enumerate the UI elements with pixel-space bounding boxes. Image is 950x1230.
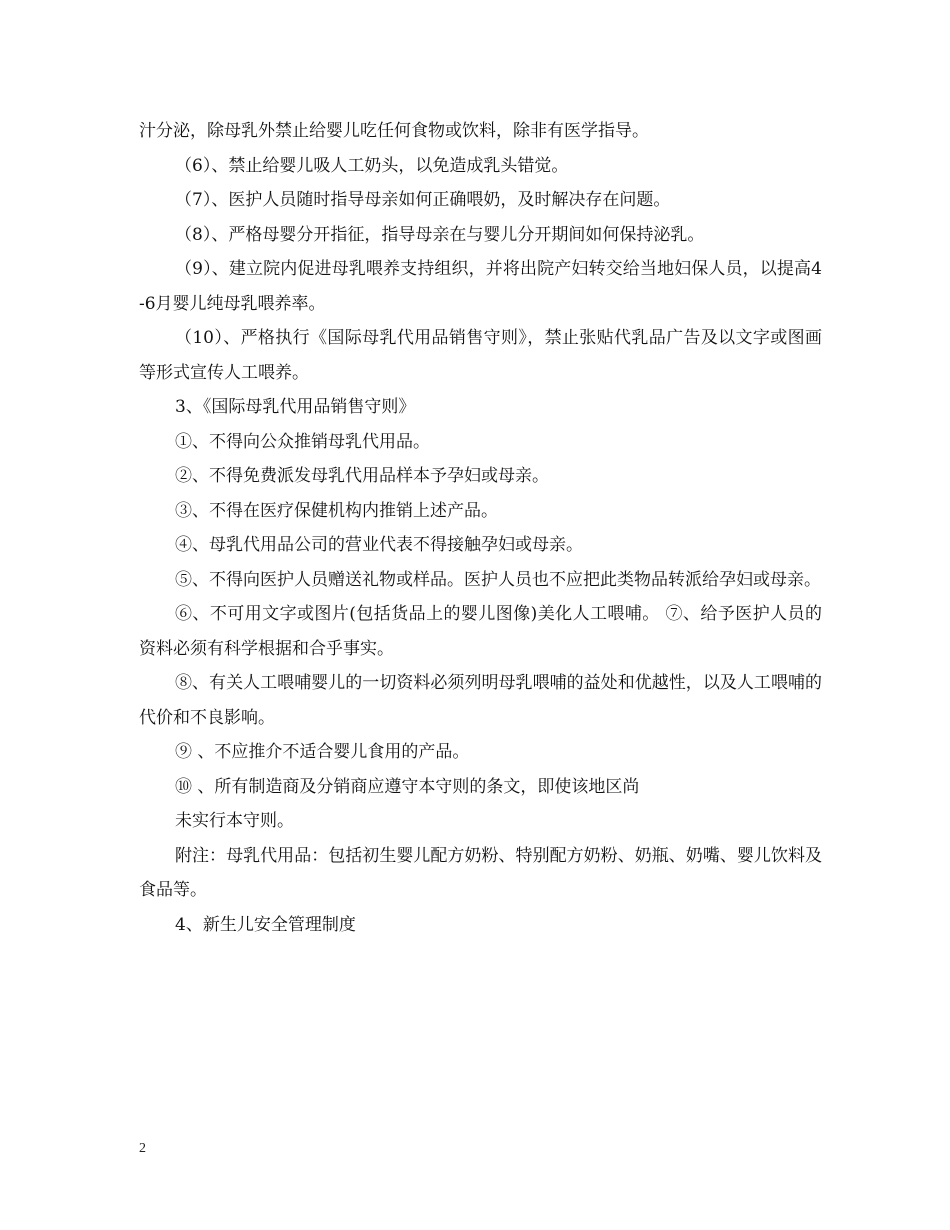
- rule-item-2: ②、不得免费派发母乳代用品样本予孕妇或母亲。: [175, 466, 549, 486]
- rule-item-10-continuation: 未实行本守则。: [175, 811, 294, 831]
- paragraph-item-8: （8）、严格母婴分开指征，指导母亲在与婴儿分开期间如何保持泌乳。: [175, 224, 705, 245]
- paragraph-item-9: （9）、建立院内促进母乳喂养支持组织，并将出院产妇转交给当地妇保人员，以提高4-6月婴儿纯母乳喂养率。: [139, 259, 822, 314]
- rule-item-3: ③、不得在医疗保健机构内推销上述产品。: [175, 500, 498, 521]
- rule-item-4: ④、母乳代用品公司的营业代表不得接触孕妇或母亲。: [175, 535, 583, 555]
- rule-item-9: ⑨ 、不应推介不适合婴儿食用的产品。: [175, 742, 470, 762]
- paragraph-item-10: （10）、严格执行《国际母乳代用品销售守则》，禁止张贴代乳品广告及以文字或图画等形式宣传人工喂养。: [139, 328, 822, 383]
- section-heading-3: 3、《国际母乳代用品销售守则》: [175, 397, 416, 417]
- rule-item-1: ①、不得向公众推销母乳代用品。: [175, 431, 430, 452]
- rule-item-5: ⑤、不得向医护人员赠送礼物或样品。医护人员也不应把此类物品转派给孕妇或母亲。: [175, 569, 821, 590]
- paragraph-item-6: （6）、禁止给婴儿吸人工奶头，以免造成乳头错觉。: [175, 155, 569, 176]
- rule-item-8: ⑧、有关人工喂哺婴儿的一切资料必须列明母乳喂哺的益处和优越性，以及人工喂哺的代价和不良影响。: [139, 673, 822, 728]
- paragraph-item-7: （7）、医护人员随时指导母亲如何正确喂奶，及时解决存在问题。: [175, 190, 671, 210]
- rule-item-6-7: ⑥、不可用文字或图片(包括货品上的婴儿图像)美化人工喂哺。 ⑦、给予医护人员的资料必须有科学根据和合乎事实。: [139, 604, 822, 659]
- rule-item-10: ⑩ 、所有制造商及分销商应遵守本守则的条文，即使该地区尚: [175, 776, 640, 797]
- document-body: [139, 114, 822, 942]
- section-heading-4: 4、新生儿安全管理制度: [175, 914, 356, 935]
- page-number: 2: [139, 1141, 146, 1156]
- note-paragraph: 附注：母乳代用品：包括初生婴儿配方奶粉、特别配方奶粉、奶瓶、奶嘴、婴儿饮料及食品等。: [139, 845, 822, 900]
- paragraph-continuation: 汁分泌，除母乳外禁止给婴儿吃任何食物或饮料，除非有医学指导。: [139, 121, 649, 141]
